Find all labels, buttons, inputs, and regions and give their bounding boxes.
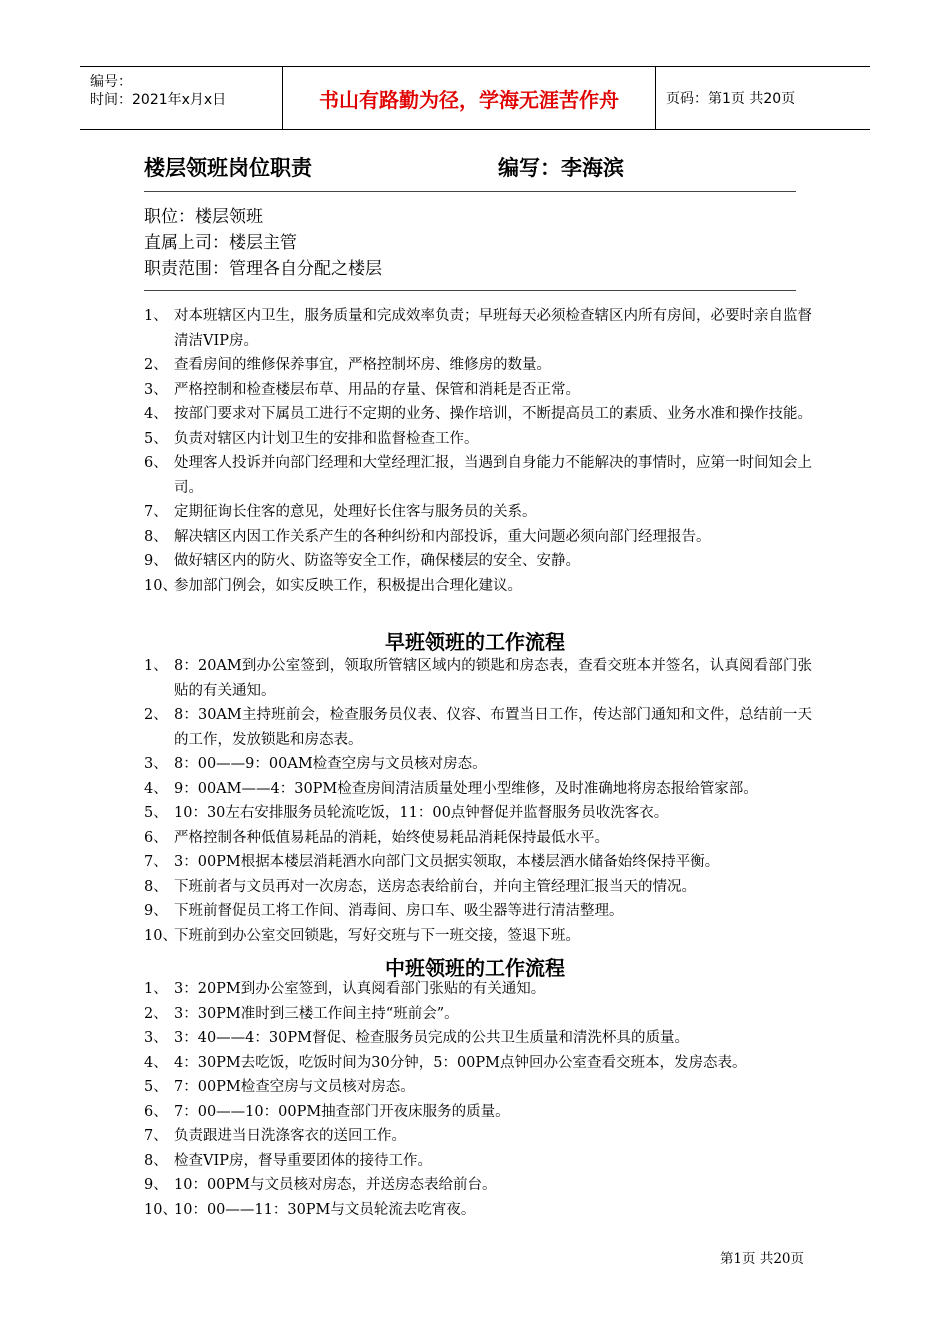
list-item <box>144 977 812 1002</box>
item-number: 6、 <box>144 829 168 846</box>
list-item <box>144 1173 812 1198</box>
list-item <box>144 875 812 900</box>
item-number: 3、 <box>144 1030 168 1046</box>
item-number: 5、 <box>144 805 168 821</box>
item-number: 1、 <box>144 308 168 324</box>
item-text: 10：30左右安排服务员轮流吃饭，11：00点钟督促并监督服务员收洗客衣。 <box>174 805 669 821</box>
item-text: 查看房间的维修保养事宜，严格控制坏房、维修房的数量。 <box>174 357 551 373</box>
item-text: 对本班辖区内卫生，服务质量和完成效率负责；早班每天必须检查辖区内所有房间，必要时亲自监督清洁VIP房。 <box>174 308 812 349</box>
page-info: 页码：第1页 共20页 <box>666 91 796 107</box>
item-number: 8、 <box>144 1152 168 1169</box>
item-number: 9、 <box>144 1177 168 1193</box>
item-text: 10：00PM与文员核对房态，并送房态表给前台。 <box>174 1177 497 1193</box>
page-footer: 第1页 共20页 <box>719 1251 804 1267</box>
list-item <box>144 801 812 826</box>
duties-list <box>144 304 812 598</box>
item-number: 4、 <box>144 406 168 422</box>
list-item <box>144 924 812 949</box>
list-item <box>144 899 812 924</box>
item-number: 7、 <box>144 854 168 870</box>
divider <box>144 191 796 192</box>
item-text: 3：40——4：30PM督促、检查服务员完成的公共卫生质量和清洗杯具的质量。 <box>174 1030 689 1046</box>
item-text: 3：30PM准时到三楼工作间主持“班前会”。 <box>174 1005 459 1022</box>
item-number: 5、 <box>144 430 168 447</box>
item-text: 9：00AM——4：30PM检查房间清洁质量处理小型维修，及时准确地将房态报给管家部。 <box>174 780 758 797</box>
item-text: 参加部门例会，如实反映工作，积极提出合理化建议。 <box>174 577 522 594</box>
motto: 书山有路勤为径，学海无涯苦作舟 <box>319 87 619 112</box>
item-number: 2、 <box>144 357 168 373</box>
list-item <box>144 1100 812 1125</box>
list-item <box>144 1051 812 1076</box>
header-page-cell <box>656 67 870 129</box>
position: 职位：楼层领班 <box>144 207 263 227</box>
item-text: 8：30AM主持班前会，检查服务员仪表、仪容、布置当日工作，传达部门通知和文件，总结前一天的工作，发放锁匙和房态表。 <box>174 707 812 748</box>
supervisor: 直属上司：楼层主管 <box>144 233 297 253</box>
item-text: 7：00——10：00PM抽查部门开夜床服务的质量。 <box>174 1103 510 1120</box>
divider <box>144 290 796 291</box>
item-text: 定期征询长住客的意见，处理好长住客与服务员的关系。 <box>174 504 537 520</box>
section-title-morning: 早班领班的工作流程 <box>385 630 565 654</box>
morning-list <box>144 654 812 948</box>
item-number: 7、 <box>144 504 168 520</box>
item-number: 5、 <box>144 1079 168 1095</box>
header-motto-cell <box>282 67 656 129</box>
list-item <box>144 1026 812 1051</box>
item-text: 下班前到办公室交回锁匙，写好交班与下一班交接，签退下班。 <box>174 927 580 944</box>
item-text: 按部门要求对下属员工进行不定期的业务、操作培训，不断提高员工的素质、业务水准和操作技能。 <box>174 406 812 422</box>
item-text: 处理客人投诉并向部门经理和大堂经理汇报，当遇到自身能力不能解决的事情时，应第一时间知会上司。 <box>174 455 812 496</box>
item-text: 下班前者与文员再对一次房态，送房态表给前台，并向主管经理汇报当天的情况。 <box>174 878 696 895</box>
item-number: 1、 <box>144 658 168 674</box>
middle-list <box>144 977 812 1222</box>
item-text: 解决辖区内因工作关系产生的各种纠纷和内部投诉，重大问题必须向部门经理报告。 <box>174 528 711 545</box>
title-row <box>144 152 804 184</box>
item-text: 10：00——11：30PM与文员轮流去吃宵夜。 <box>174 1201 476 1218</box>
list-item <box>144 378 812 403</box>
list-item <box>144 1149 812 1174</box>
item-text: 严格控制和检查楼层布草、用品的存量、保管和消耗是否正常。 <box>174 381 580 398</box>
scope: 职责范围：管理各自分配之楼层 <box>144 259 382 279</box>
list-item <box>144 703 812 752</box>
author: 编写：李海滨 <box>498 156 624 180</box>
item-number: 10、 <box>144 577 177 594</box>
item-number: 1、 <box>144 981 168 997</box>
item-text: 负责对辖区内计划卫生的安排和监督检查工作。 <box>174 430 479 447</box>
item-number: 6、 <box>144 455 168 471</box>
list-item <box>144 427 812 452</box>
item-number: 3、 <box>144 756 168 772</box>
section-title-middle: 中班领班的工作流程 <box>385 956 565 980</box>
list-item <box>144 777 812 802</box>
item-text: 8：20AM到办公室签到，领取所管辖区域内的锁匙和房态表，查看交班本并签名，认真阅看部门张贴的有关通知。 <box>174 658 812 699</box>
list-item <box>144 1002 812 1027</box>
list-item <box>144 826 812 851</box>
item-number: 6、 <box>144 1103 168 1120</box>
item-text: 做好辖区内的防火、防盗等安全工作，确保楼层的安全、安静。 <box>174 553 580 569</box>
item-number: 10、 <box>144 927 177 944</box>
list-item <box>144 451 812 500</box>
item-number: 2、 <box>144 1005 168 1022</box>
list-item <box>144 353 812 378</box>
header-left-cell <box>80 67 282 129</box>
item-number: 8、 <box>144 528 168 545</box>
item-number: 4、 <box>144 1054 168 1071</box>
item-text: 负责跟进当日洗涤客衣的送回工作。 <box>174 1128 406 1144</box>
item-number: 2、 <box>144 707 168 723</box>
list-item <box>144 500 812 525</box>
list-item <box>144 752 812 777</box>
item-text: 检查VIP房，督导重要团体的接待工作。 <box>174 1152 432 1169</box>
number-label: 编号： <box>90 74 132 90</box>
page-title: 楼层领班岗位职责 <box>144 156 312 180</box>
item-number: 3、 <box>144 381 168 398</box>
list-item <box>144 525 812 550</box>
item-text: 8：00——9：00AM检查空房与文员核对房态。 <box>174 756 487 772</box>
list-item <box>144 549 812 574</box>
date-line: 时间：2021年x月x日 <box>90 92 227 108</box>
list-item <box>144 654 812 703</box>
item-number: 7、 <box>144 1128 168 1144</box>
list-item <box>144 1124 812 1149</box>
list-item <box>144 574 812 599</box>
list-item <box>144 850 812 875</box>
item-text: 7：00PM检查空房与文员核对房态。 <box>174 1079 415 1095</box>
item-text: 3：00PM根据本楼层消耗酒水向部门文员据实领取，本楼层酒水储备始终保持平衡。 <box>174 854 720 870</box>
document-header <box>80 66 870 130</box>
item-number: 9、 <box>144 903 168 919</box>
item-text: 4：30PM去吃饭，吃饭时间为30分钟，5：00PM点钟回办公室查看交班本，发房态表。 <box>174 1054 747 1071</box>
item-text: 严格控制各种低值易耗品的消耗，始终使易耗品消耗保持最低水平。 <box>174 829 609 846</box>
item-number: 8、 <box>144 878 168 895</box>
list-item <box>144 1075 812 1100</box>
list-item <box>144 304 812 353</box>
item-text: 下班前督促员工将工作间、消毒间、房口车、吸尘器等进行清洁整理。 <box>174 903 624 919</box>
item-text: 3：20PM到办公室签到，认真阅看部门张贴的有关通知。 <box>174 981 546 997</box>
item-number: 9、 <box>144 553 168 569</box>
list-item <box>144 402 812 427</box>
item-number: 4、 <box>144 780 168 797</box>
item-number: 10、 <box>144 1201 177 1218</box>
list-item <box>144 1198 812 1223</box>
job-info <box>144 204 382 282</box>
